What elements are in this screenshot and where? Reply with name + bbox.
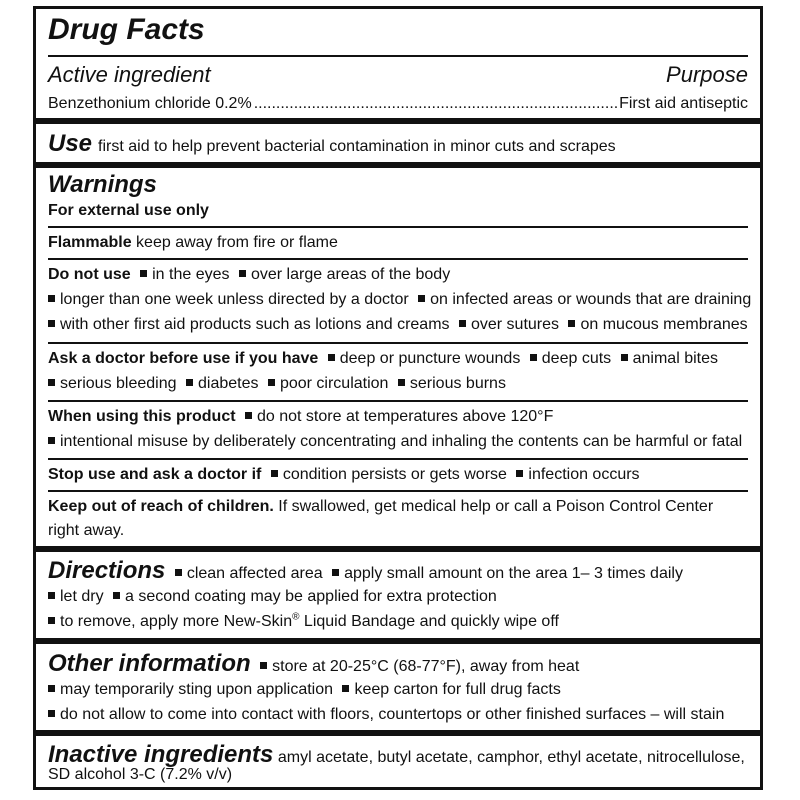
bullet-icon (48, 710, 55, 717)
other-info-row-2 (48, 680, 748, 700)
bullet-icon (186, 379, 193, 386)
keep-out-label: Keep out of reach of children. (48, 498, 274, 515)
other-info-item: do not allow to come into contact with floors, countertops or other finished surfaces – will stain (60, 706, 725, 723)
bullet-icon (418, 295, 425, 302)
bullet-icon (516, 470, 523, 477)
registered-mark: ® (292, 611, 300, 623)
divider (48, 400, 748, 402)
active-ingredient-header-row (48, 63, 748, 87)
bullet-icon (48, 592, 55, 599)
keep-out-text: If swallowed, get medical help or call a Poison Control Center (278, 498, 714, 515)
bullet-icon (48, 320, 55, 327)
directions-item-remove: to remove, apply more New-Skin (60, 613, 293, 630)
stop-use-item: condition persists or gets worse (282, 466, 507, 483)
directions-row-3 (48, 612, 748, 632)
divider (48, 458, 748, 460)
keep-out-text-continued: right away. (48, 522, 125, 539)
do-not-use-item: on mucous membranes (580, 316, 748, 333)
bullet-icon (568, 320, 575, 327)
bullet-icon (268, 379, 275, 386)
inactive-row-2 (48, 765, 748, 785)
bullet-icon (332, 569, 339, 576)
use-row (48, 131, 748, 157)
external-use-text: For external use only (48, 202, 209, 219)
active-ingredient-heading: Active ingredient (48, 62, 211, 87)
ask-doctor-item: deep cuts (541, 350, 612, 367)
ask-doctor-item: poor circulation (279, 375, 389, 392)
bullet-icon (245, 412, 252, 419)
stop-use-label: Stop use and ask a doctor if (48, 466, 262, 483)
other-info-item: store at 20-25°C (68-77°F), away from heat (272, 658, 580, 675)
section-divider (36, 118, 760, 124)
do-not-use-row-3 (48, 315, 748, 335)
bullet-icon (175, 569, 182, 576)
active-ingredient-purpose: First aid antiseptic (619, 95, 748, 112)
divider (48, 258, 748, 260)
keep-out-row-2 (48, 521, 748, 541)
directions-row-1 (48, 558, 748, 584)
divider (48, 490, 748, 492)
active-ingredient-name: Benzethonium chloride 0.2% (48, 95, 252, 112)
other-info-heading: Other information (48, 650, 251, 677)
inactive-text-continued: SD alcohol 3-C (7.2% v/v) (48, 766, 233, 783)
bullet-icon (398, 379, 405, 386)
drug-facts-panel (33, 6, 763, 790)
when-using-item: intentional misuse by deliberately concentrating and inhaling the contents can be harmful or fatal (60, 433, 743, 450)
when-using-row-2 (48, 432, 748, 452)
do-not-use-row-2 (48, 290, 752, 310)
do-not-use-item: in the eyes (152, 266, 230, 283)
other-info-row-1 (48, 651, 748, 677)
other-info-item: keep carton for full drug facts (354, 681, 561, 698)
inactive-text: amyl acetate, butyl acetate, camphor, ethyl acetate, nitrocellulose, (277, 749, 745, 766)
directions-item: clean affected area (186, 565, 323, 582)
flammable-row (48, 233, 748, 253)
bullet-icon (530, 354, 537, 361)
bullet-icon (48, 437, 55, 444)
other-info-item: may temporarily sting upon application (60, 681, 334, 698)
ask-doctor-item: diabetes (197, 375, 259, 392)
other-info-row-3 (48, 705, 748, 725)
bullet-icon (48, 379, 55, 386)
leader-dots (254, 94, 617, 114)
when-using-item: do not store at temperatures above 120°F (257, 408, 554, 425)
use-heading: Use (48, 130, 93, 157)
do-not-use-item: longer than one week unless directed by a doctor (60, 291, 409, 308)
when-using-label: When using this product (48, 408, 236, 425)
ask-doctor-item: serious burns (409, 375, 506, 392)
bullet-icon (342, 685, 349, 692)
warnings-heading: Warnings (48, 171, 157, 198)
purpose-heading: Purpose (666, 62, 748, 87)
bullet-icon (140, 270, 147, 277)
ask-doctor-item: deep or puncture wounds (339, 350, 521, 367)
directions-item-remove-continued: Liquid Bandage and quickly wipe off (299, 613, 559, 630)
do-not-use-label: Do not use (48, 266, 131, 283)
divider (48, 342, 748, 344)
bullet-icon (621, 354, 628, 361)
section-divider (36, 546, 760, 552)
section-divider (36, 638, 760, 644)
bullet-icon (271, 470, 278, 477)
directions-heading: Directions (48, 557, 166, 584)
section-divider (36, 730, 760, 736)
divider (48, 55, 748, 57)
inactive-heading: Inactive ingredients (48, 741, 274, 768)
bullet-icon (48, 295, 55, 302)
directions-item: a second coating may be applied for extra protection (125, 588, 497, 605)
ask-doctor-item: animal bites (632, 350, 718, 367)
stop-use-item: infection occurs (528, 466, 640, 483)
use-text: first aid to help prevent bacterial contamination in minor cuts and scrapes (98, 138, 616, 155)
when-using-row-1 (48, 407, 748, 427)
bullet-icon (459, 320, 466, 327)
flammable-text: keep away from fire or flame (136, 234, 338, 251)
do-not-use-item: with other first aid products such as lotions and creams (60, 316, 450, 333)
do-not-use-row-1 (48, 265, 748, 285)
do-not-use-item: over large areas of the body (250, 266, 451, 283)
do-not-use-item: over sutures (470, 316, 560, 333)
directions-item: let dry (60, 588, 104, 605)
divider (48, 226, 748, 228)
bullet-icon (328, 354, 335, 361)
flammable-label: Flammable (48, 234, 132, 251)
drug-facts-title: Drug Facts (48, 13, 205, 46)
bullet-icon (239, 270, 246, 277)
bullet-icon (260, 662, 267, 669)
do-not-use-item: on infected areas or wounds that are draining (430, 291, 752, 308)
directions-item: apply small amount on the area 1– 3 times daily (344, 565, 683, 582)
section-divider (36, 162, 760, 168)
ask-doctor-row-2 (48, 374, 748, 394)
stop-use-row (48, 465, 748, 485)
ask-doctor-row-1 (48, 349, 748, 369)
ask-doctor-item: serious bleeding (60, 375, 177, 392)
bullet-icon (48, 685, 55, 692)
active-ingredient-row (48, 94, 748, 114)
directions-row-2 (48, 587, 748, 607)
bullet-icon (48, 617, 55, 624)
bullet-icon (113, 592, 120, 599)
keep-out-row-1 (48, 497, 748, 517)
ask-doctor-label: Ask a doctor before use if you have (48, 350, 319, 367)
